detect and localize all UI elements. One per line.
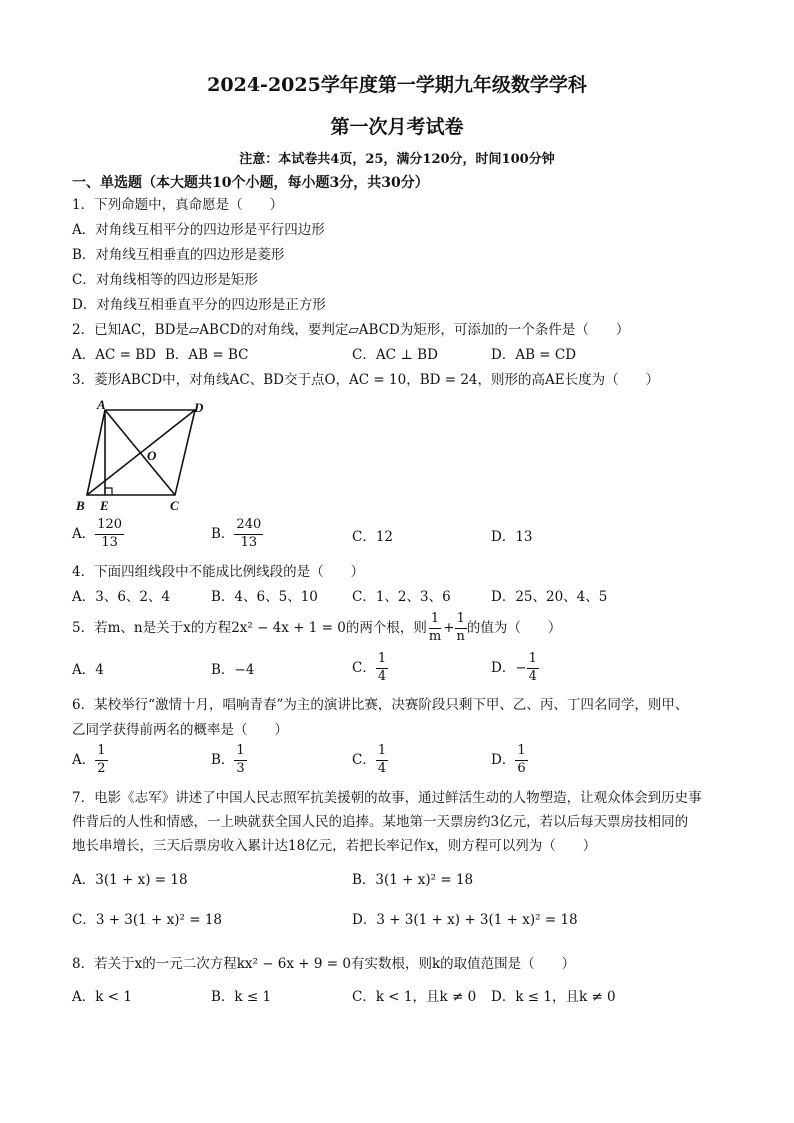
question-7-line-2: 件背后的人性和情感，一上映就获全国人民的追捧。某地第一天票房约3亿元，若以后每天票房技相同的 [72,814,689,830]
question-8-option-a: A．k < 1 [72,989,132,1005]
question-8-option-d: D．k ≤ 1，且k ≠ 0 [491,989,616,1005]
question-7-option-a: A．3(1 + x) = 18 [72,872,188,888]
question-4-option-c: C．1、2、3、6 [352,589,451,605]
question-6-line-2: 乙同学获得前两名的概率是（ ） [72,722,288,738]
question-2-option-d: D．AB = CD [491,347,577,363]
question-8-option-b: B．k ≤ 1 [211,989,272,1005]
rhombus-figure [70,398,220,516]
question-7-line-3: 地长串增长，三天后票房收入累计达18亿元，若把长率记作x，则方程可以列为（ ） [72,838,597,854]
question-8-option-c: C．k < 1，且k ≠ 0 [352,989,477,1005]
exam-note: 注意：本试卷共4页，25，满分120分，时间100分钟 [239,152,555,167]
label-a: A [97,398,106,412]
question-3-option-d: D．13 [491,529,533,545]
section-heading: 一、单选题（本大题共10个小题，每小题3分，共30分） [72,175,429,191]
question-1-option-b: B．对角线互相垂直的四边形是菱形 [72,247,285,263]
question-3-option-a: A． $\frac{120}{13}$ [72,517,123,550]
question-1-option-c: C．对角线相等的四边形是矩形 [72,272,258,288]
question-2-option-b: B．AB = BC [165,347,249,363]
question-5-option-b: B．−4 [211,662,255,678]
question-4-stem: 4．下面四组线段中不能成比例线段的是（ ） [72,564,365,580]
right-angle-mark [105,488,112,495]
question-4-option-d: D．25、20、4、5 [491,589,608,605]
question-2-stem: 2．已知AC，BD是▱ABCD的对角线，要判定▱ABCD为矩形，可添加的一个条件是（ ） [72,322,630,338]
label-d: D [194,400,204,415]
question-3-option-c: C．12 [352,529,394,545]
question-2-option-a: A．AC = BD [72,347,156,363]
question-6-option-c: C． $\frac{1}{4}$ [352,743,387,776]
question-1-option-a: A．对角线互相平分的四边形是平行四边形 [72,222,325,238]
question-6-option-b: B． $\frac{1}{3}$ [211,743,245,776]
label-c: C [170,498,179,513]
question-1-option-d: D．对角线互相垂直平分的四边形是正方形 [72,297,326,313]
label-b: B [76,498,85,513]
question-8-stem: 8．若关于x的一元二次方程kx² − 6x + 9 = 0有实数根，则k的取值范围是（ ） [72,956,576,972]
exam-subtitle: 第一次月考试卷 [330,116,464,138]
label-e: E [100,498,109,513]
question-5-option-a: A．4 [72,662,104,678]
question-3-option-b: B． $\frac{240}{13}$ [211,517,262,550]
question-6-option-d: D． $\frac{1}{6}$ [491,743,526,776]
question-4-option-a: A．3、6、2、4 [72,589,171,605]
question-7-line-1: 7．电影《志军》讲述了中国人民志照军抗美援朝的故事，通过鲜活生动的人物塑造，让观众体会到历史事 [72,790,702,806]
question-1-stem: 1．下列命题中，真命愿是（ ） [72,197,284,213]
question-2-option-c: C．AC ⊥ BD [352,347,438,363]
question-7-option-c: C．3 + 3(1 + x)² = 18 [72,912,223,928]
question-7-option-d: D．3 + 3(1 + x) + 3(1 + x)² = 18 [352,912,578,928]
label-o: O [147,448,157,463]
question-5-option-c: C． $\frac{1}{4}$ [352,651,387,684]
question-4-option-b: B．4、6、5、10 [211,589,318,605]
exam-title: 2024-2025学年度第一学期九年级数学学科 [207,74,587,96]
question-7-option-b: B．3(1 + x)² = 18 [352,872,474,888]
question-3-stem: 3．菱形ABCD中，对角线AC、BD交于点O，AC = 10，BD = 24，则形的高AE长度为（ ） [72,372,660,388]
question-5-option-d: D．− $\frac{1}{4}$ [491,651,537,684]
question-6-option-a: A． $\frac{1}{2}$ [72,743,106,776]
question-6-line-1: 6．某校举行“激情十月，唱响青春”为主的演讲比赛，决赛阶段只剩下甲、乙、丙、丁四名同学，则甲、 [72,697,689,713]
question-5-stem: 5．若m、n是关于x的方程2x² − 4x + 1 = 0的两个根，则 $\frac{1}{m}$ + $\frac{1}{n}$ 的值为（ ） [72,611,562,644]
